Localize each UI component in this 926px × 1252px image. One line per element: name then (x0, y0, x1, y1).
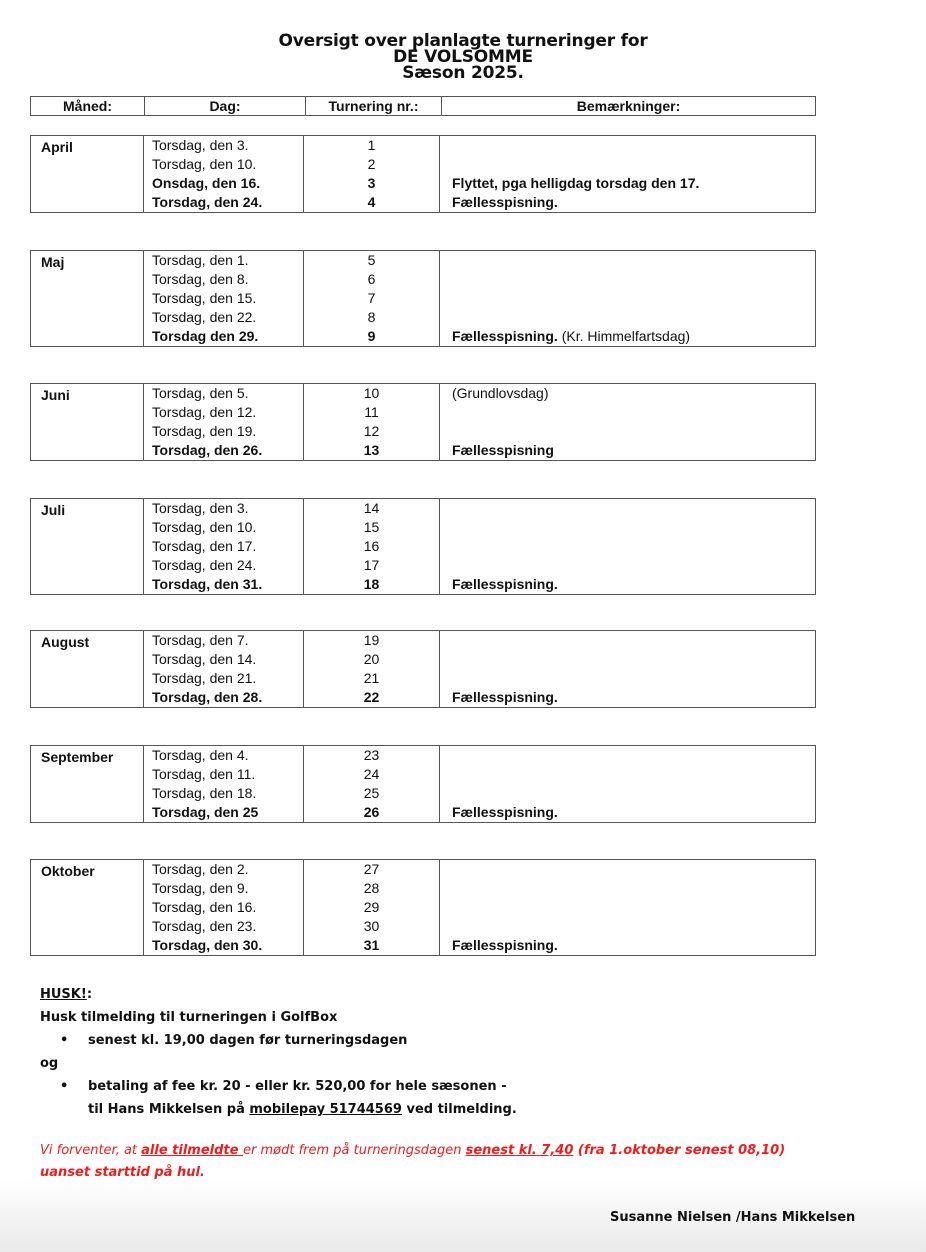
tournament-day: Torsdag, den 5. (152, 385, 249, 401)
tournament-remark (452, 441, 815, 460)
title-line-1: Oversigt over planlagte turneringer for (278, 31, 648, 51)
tournament-number: 29 (363, 899, 380, 915)
tournament-number: 22 (363, 689, 380, 705)
month-block-september (30, 745, 816, 823)
remarks-column (440, 499, 815, 594)
header-month: Måned: (31, 97, 145, 115)
signature: Susanne Nielsen /Hans Mikkelsen (610, 1210, 856, 1225)
tournament-remark (452, 803, 815, 822)
tournament-remark (452, 327, 815, 346)
number-column (304, 251, 440, 346)
day-column (144, 631, 304, 707)
tournament-remark (452, 422, 815, 441)
remarks-column (440, 631, 815, 707)
tournament-number: 1 (367, 137, 376, 153)
tournament-day: Torsdag, den 22. (152, 309, 257, 325)
tournament-remark (452, 403, 815, 422)
tournament-remark (452, 155, 815, 174)
bullet-text: senest kl. 19,00 dagen før turneringsdagen (88, 1033, 408, 1048)
tournament-day: Torsdag, den 24. (152, 194, 263, 210)
document-title (0, 33, 926, 81)
tournament-day: Torsdag, den 1. (152, 252, 249, 268)
number-column (304, 499, 440, 594)
tournament-number: 6 (367, 271, 376, 287)
month-name: Juni (31, 384, 144, 460)
remarks-column (440, 251, 815, 346)
warning-text: uanset starttid på hul. (40, 1165, 205, 1180)
remarks-column (440, 136, 815, 212)
reminder-connector: og (40, 1056, 59, 1071)
tournament-day: Torsdag, den 4. (152, 747, 249, 763)
tournament-remark (452, 537, 815, 556)
month-block-oktober (30, 859, 816, 956)
title-line-3: Sæson 2025. (402, 63, 524, 83)
remark-text: Fællesspisning. (452, 328, 558, 344)
tournament-number: 15 (363, 519, 380, 535)
tournament-number: 25 (363, 785, 380, 801)
tournament-number: 28 (363, 880, 380, 896)
tournament-remark (452, 575, 815, 594)
tournament-remark (452, 746, 815, 765)
bullet-icon: • (60, 1033, 69, 1048)
day-column (144, 746, 304, 822)
tournament-number: 20 (363, 651, 380, 667)
tournament-remark (452, 384, 815, 403)
tournament-number: 8 (367, 309, 376, 325)
tournament-day: Torsdag, den 2. (152, 861, 249, 877)
tournament-day: Torsdag, den 9. (152, 880, 249, 896)
warning-time: senest kl. 7,40 (465, 1143, 574, 1158)
tournament-day: Torsdag, den 14. (152, 651, 257, 667)
month-name: September (31, 746, 144, 822)
month-name: Maj (31, 251, 144, 346)
tournament-day: Torsdag, den 12. (152, 404, 257, 420)
tournament-number: 2 (367, 156, 376, 172)
tournament-day: Torsdag, den 10. (152, 156, 257, 172)
tournament-number: 31 (363, 937, 380, 953)
tournament-day: Torsdag, den 30. (152, 937, 263, 953)
tournament-number: 30 (363, 918, 380, 934)
day-column (144, 136, 304, 212)
tournament-remark (452, 688, 815, 707)
tournament-day: Torsdag, den 18. (152, 785, 257, 801)
header-number: Turnering nr.: (306, 97, 442, 115)
remark-text: Fællesspisning. (452, 937, 558, 953)
tournament-remark (452, 289, 815, 308)
tournament-remark (452, 270, 815, 289)
tournament-number: 4 (367, 194, 376, 210)
day-column (144, 251, 304, 346)
month-name: April (31, 136, 144, 212)
bullet-icon: • (60, 1079, 69, 1094)
tournament-day: Torsdag, den 3. (152, 137, 249, 153)
tournament-day: Torsdag, den 10. (152, 519, 257, 535)
tournament-remark (452, 860, 815, 879)
attendance-warning (40, 1140, 910, 1184)
warning-october-time: (fra 1.oktober senest 08,10) (573, 1143, 786, 1158)
bullet-text: til Hans Mikkelsen på (88, 1102, 250, 1117)
reminder-bullet-payment (40, 1075, 517, 1121)
tournament-remark (452, 556, 815, 575)
tournament-remark (452, 879, 815, 898)
tournament-number: 12 (363, 423, 380, 439)
header-remarks: Bemærkninger: (576, 98, 681, 114)
tournament-number: 26 (363, 804, 380, 820)
tournament-number: 5 (367, 252, 376, 268)
reminder-heading: HUSK! (40, 987, 87, 1002)
tournament-remark (452, 251, 815, 270)
tournament-day: Torsdag, den 21. (152, 670, 257, 686)
tournament-number: 11 (364, 404, 379, 420)
tournament-remark (452, 308, 815, 327)
month-name: August (31, 631, 144, 707)
tournament-number: 21 (363, 670, 380, 686)
tournament-remark (452, 136, 815, 155)
title-line-2: DE VOLSOMME (393, 47, 533, 67)
tournament-number: 17 (363, 557, 380, 573)
tournament-day: Torsdag, den 17. (152, 538, 257, 554)
tournament-day: Torsdag, den 11. (152, 766, 256, 782)
tournament-day: Torsdag den 29. (152, 328, 259, 344)
tournament-number: 14 (363, 500, 380, 516)
tournament-day: Torsdag, den 8. (152, 271, 249, 287)
tournament-day: Torsdag, den 25 (152, 804, 259, 820)
tournament-day: Torsdag, den 16. (152, 899, 257, 915)
tournament-remark (452, 765, 815, 784)
tournament-number: 9 (367, 328, 376, 344)
tournament-remark (452, 898, 815, 917)
tournament-number: 23 (363, 747, 380, 763)
tournament-day: Torsdag, den 3. (152, 500, 249, 516)
number-column (304, 746, 440, 822)
header-day: Dag: (145, 97, 306, 115)
tournament-number: 27 (363, 861, 380, 877)
tournament-number: 18 (363, 576, 380, 592)
remark-text: Fællesspisning. (452, 194, 558, 210)
tournament-remark (452, 518, 815, 537)
warning-text: er mødt frem på turneringsdagen (243, 1143, 466, 1158)
remark-text: Fællesspisning. (452, 576, 558, 592)
remark-extra: (Kr. Himmelfartsdag) (557, 328, 691, 344)
month-block-april (30, 135, 816, 213)
warning-emphasis: alle tilmeldte (141, 1143, 243, 1158)
month-block-august (30, 630, 816, 708)
month-block-juni (30, 383, 816, 461)
mobilepay-number: mobilepay 51744569 (249, 1102, 402, 1117)
tournament-day: Torsdag, den 31. (152, 576, 263, 592)
tournament-number: 3 (367, 175, 376, 191)
reminder-line: Husk tilmelding til turneringen i GolfBox (40, 1010, 338, 1025)
remark-text: Flyttet, pga helligdag torsdag den 17. (452, 175, 700, 191)
month-block-juli (30, 498, 816, 595)
tournament-remark (452, 650, 815, 669)
remarks-column (440, 746, 815, 822)
tournament-number: 10 (363, 385, 380, 401)
tournament-day: Torsdag, den 7. (152, 632, 249, 648)
tournament-remark (452, 631, 815, 650)
tournament-day: Torsdag, den 26. (152, 442, 263, 458)
day-column (144, 384, 304, 460)
bullet-text: betaling af fee kr. 20 - eller kr. 520,00 for hele sæsonen - (88, 1079, 507, 1094)
table-header (30, 96, 816, 116)
number-column (304, 136, 440, 212)
tournament-remark (452, 193, 815, 212)
tournament-day: Torsdag, den 23. (152, 918, 257, 934)
tournament-day: Torsdag, den 19. (152, 423, 257, 439)
day-column (144, 860, 304, 955)
number-column (304, 631, 440, 707)
number-column (304, 384, 440, 460)
bullet-text: ved tilmelding. (401, 1102, 517, 1117)
reminder-heading-suffix: : (86, 987, 93, 1002)
remarks-column (440, 384, 815, 460)
remarks-column (440, 860, 815, 955)
tournament-number: 16 (363, 538, 380, 554)
remark-text: Fællesspisning (452, 442, 554, 458)
month-name: Oktober (31, 860, 144, 955)
tournament-number: 19 (363, 632, 380, 648)
tournament-day: Torsdag, den 28. (152, 689, 263, 705)
tournament-day: Torsdag, den 15. (152, 290, 257, 306)
reminder-section (40, 983, 517, 1121)
reminder-bullet-deadline (40, 1029, 517, 1052)
tournament-remark (452, 499, 815, 518)
tournament-number: 7 (367, 290, 376, 306)
remark-text: Fællesspisning. (452, 804, 558, 820)
tournament-number: 13 (363, 442, 380, 458)
tournament-remark (452, 936, 815, 955)
tournament-remark (452, 784, 815, 803)
tournament-number: 24 (363, 766, 380, 782)
tournament-day: Torsdag, den 24. (152, 557, 257, 573)
number-column (304, 860, 440, 955)
remark-text: (Grundlovsdag) (452, 385, 549, 401)
tournament-remark (452, 669, 815, 688)
tournament-remark (452, 174, 815, 193)
month-block-maj (30, 250, 816, 347)
day-column (144, 499, 304, 594)
tournament-day: Onsdag, den 16. (152, 175, 261, 191)
month-name: Juli (31, 499, 144, 594)
remark-text: Fællesspisning. (452, 689, 558, 705)
warning-text: Vi forventer, at (40, 1143, 142, 1158)
tournament-remark (452, 917, 815, 936)
